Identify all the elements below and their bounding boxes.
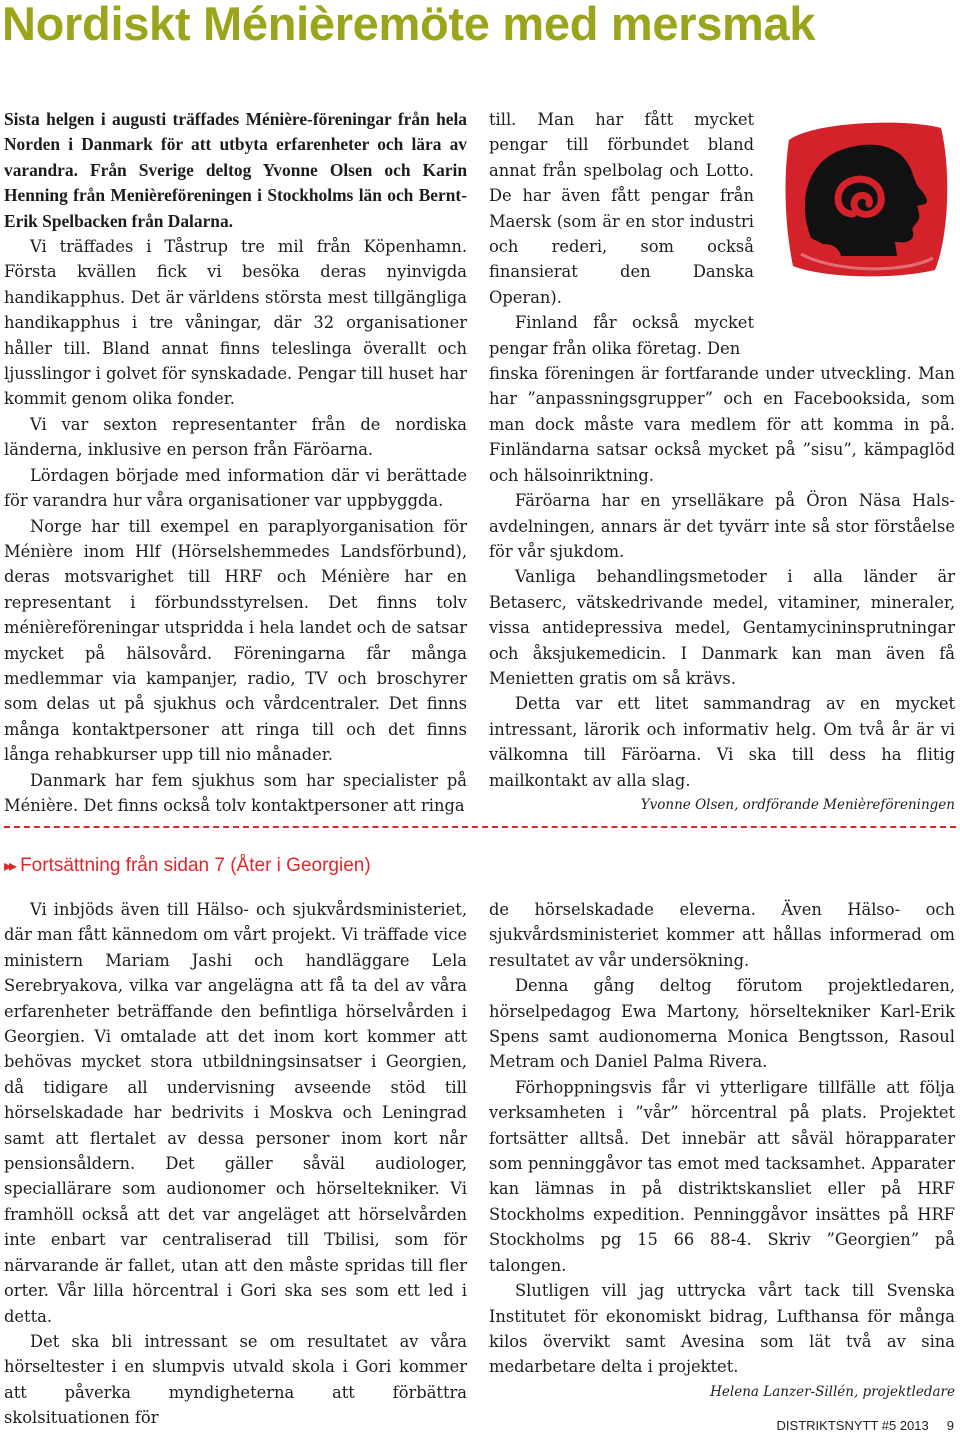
- article1-signature: Yvonne Olsen, ordförande Menièreföreningen: [640, 796, 955, 813]
- article1-paragraph: Vanliga behandlingsmetoder i alla länder är Betaserc, vätskedrivande medel, vitaminer, mineraler, vissa antidepressiva medel, Gentamycininsprutningar och åksjukemedicin. I Danmark kan man även få Menietten gratis om så krävs.: [489, 567, 955, 688]
- section-divider: [4, 826, 956, 828]
- page-footer: [777, 1418, 954, 1433]
- article1-lead: Sista helgen i augusti träffades Ménière-föreningar från hela Norden i Danmark för att utbyta erfarenheter och lära av varandra. Från Sverige deltog Yvonne Olsen och Karin Henning från Menièreföreningen i Stockholms län och Bernt-Erik Spelbacken från Dalarna.: [4, 109, 467, 231]
- continuation-label: Fortsättning från sidan 7 (Åter i Georgien): [20, 855, 371, 876]
- article1-paragraph: Färöarna har en yrselläkare på Öron Näsa Hals-avdelningen, annars är det tyvärr inte så stor förståelse för vår sjukdom.: [489, 491, 955, 561]
- article1-paragraph: Vi var sexton representanter från de nordiska länderna, inklusive en person från Färöarna.: [4, 414, 467, 460]
- article1-paragraph: Finland får också mycket pengar från olika företag. Den: [489, 313, 754, 358]
- article1-paragraph: till. Man har fått mycket pengar till förbundet bland annat från spelbolag och Lotto. De har även fått pengar från Maersk (som är en stor industri och rederi, som också finansierat den Danska Operan).: [489, 110, 754, 307]
- double-chevron-right-icon: ▸▸: [4, 858, 15, 875]
- page-title: Nordiskt Ménièremöte med mersmak: [2, 0, 816, 50]
- article2-paragraph: de hörselskadade eleverna. Även Hälso- och sjukvårdsministeriet kommer att hållas informerad om resultatet av vår undersökning.: [489, 900, 955, 970]
- article1-left-column: [4, 107, 467, 818]
- article2-signature: Helena Lanzer-Sillén, projektledare: [710, 1383, 955, 1400]
- article2-paragraph: Denna gång deltog förutom projektledaren, hörselpedagog Ewa Martony, hörseltekniker Karl-Erik Spens samt audionomerna Monica Bengtsson, Rasoul Metram och Daniel Palma Rivera.: [489, 976, 955, 1072]
- publication-name: DISTRIKTSNYTT #5 2013: [776, 1418, 929, 1433]
- article2-left-column: [4, 897, 467, 1431]
- page-number: 9: [946, 1418, 954, 1433]
- article2-paragraph: Vi inbjöds även till Hälso- och sjukvårdsministeriet, där man fått kännedom om vårt projekt. Vi träffade vice ministern Mariam Jashi och handläggare Lela Serebryakova, vilka var angelägna att få ta del av våra erfarenheter beträffande den befintliga hörselvården i Georgien. Vi omtalade att det inom kort kommer att behövas mycket stora utbildningsinsatser i Georgien, då tidigare all undervisning avseende stöd till hörselskadade har bedrivits i Moskva och Leningrad samt att flertalet av dessa personer inom kort når pensionsåldern. Det gäller såväl audiologer, speciallärare som audionomer och hörseltekniker. Vi framhöll också att det var angeläget att hörselvården inte enbart var centraliserad till Tbilisi, som för närvarande är fallet, utan att den måste spridas till fler orter. Vår lilla hörcentral i Gori ska ses som ett led i detta.: [4, 900, 467, 1326]
- article2-paragraph: Slutligen vill jag uttrycka vårt tack till Svenska Institutet för ekonomiskt bidrag, Lufthansa för många kilos övervikt samt Avesina som lät två av sina medarbetare delta i projektet.: [489, 1281, 955, 1377]
- article2-paragraph: Förhoppningsvis får vi ytterligare tillfälle att följa verksamheten i ”vår” hörcentral på plats. Projektet fortsätter alltså. Det innebär att såväl hörapparater som penninggåvor tas emot med tacksamhet. Apparater kan lämnas in på distriktskansliet eller på HRF Stockholms expedition. Penninggåvor insättes på HRF Stockholms pg 15 66 88-4. Skriv ”Georgien” på talongen.: [489, 1077, 955, 1275]
- continuation-heading: [4, 855, 371, 877]
- article2-paragraph: Det ska bli intressant se om resultatet av våra hörseltester i en slumpvis utvald skola i Gori kommer att påverka myndigheterna att förbättra skolsituationen för: [4, 1331, 467, 1428]
- article1-paragraph: finska föreningen är fortfarande under utveckling. Man har ”anpassningsgrupper” och en Facebooksida, som man dock måste vara medlem för att komma in på. Finländarna satsar också mycket på ”sisu”, kämpaglöd och hälsoinriktning.: [489, 364, 955, 485]
- article1-paragraph: Lördagen började med information där vi berättade för varandra hur våra organisationer var uppbyggda.: [4, 465, 467, 511]
- article2-right-column: [489, 897, 955, 1405]
- article1-paragraph: Norge har till exempel en paraplyorganisation för Ménière inom Hlf (Hörselshemmedes Landsförbund), deras motsvarighet till HRF och Ménière har en representant i förbundsstyrelsen. Det finns tolv ménièreföreningar utspridda i hela landet och de satsar mycket på hälsovård. Föreningarna får många medlemmar via kampanjer, radio, TV och broschyrer som delas ut på sjukhus och vårdcentraler. Det finns många kontaktpersoner att ringa till och det finns långa rehabkurser upp till nio månader.: [4, 516, 467, 765]
- article1-paragraph: Danmark har fem sjukhus som har specialister på Ménière. Det finns också tolv kontaktpersoner att ringa: [4, 770, 467, 815]
- article1-paragraph: Detta var ett litet sammandrag av en mycket intressant, lärorik och informativ helg. Om två år är vi välkomna till Färöarna. Vi ska till dess ha flitig mailkontakt av alla slag.: [489, 694, 955, 790]
- article1-paragraph: Vi träffades i Tåstrup tre mil från Köpenhamn. Första kvällen fick vi besöka deras nyinvigda handikapphus. Det är världens största mest tillgängliga handikapphus i tre våningar, där 32 organisationer håller till. Bland annat finns teleslinga överallt och ljusslingor i golvet för synskadade. Pengar till huset har kommit genom olika fonder.: [4, 237, 467, 409]
- article1-right-column: [489, 107, 955, 818]
